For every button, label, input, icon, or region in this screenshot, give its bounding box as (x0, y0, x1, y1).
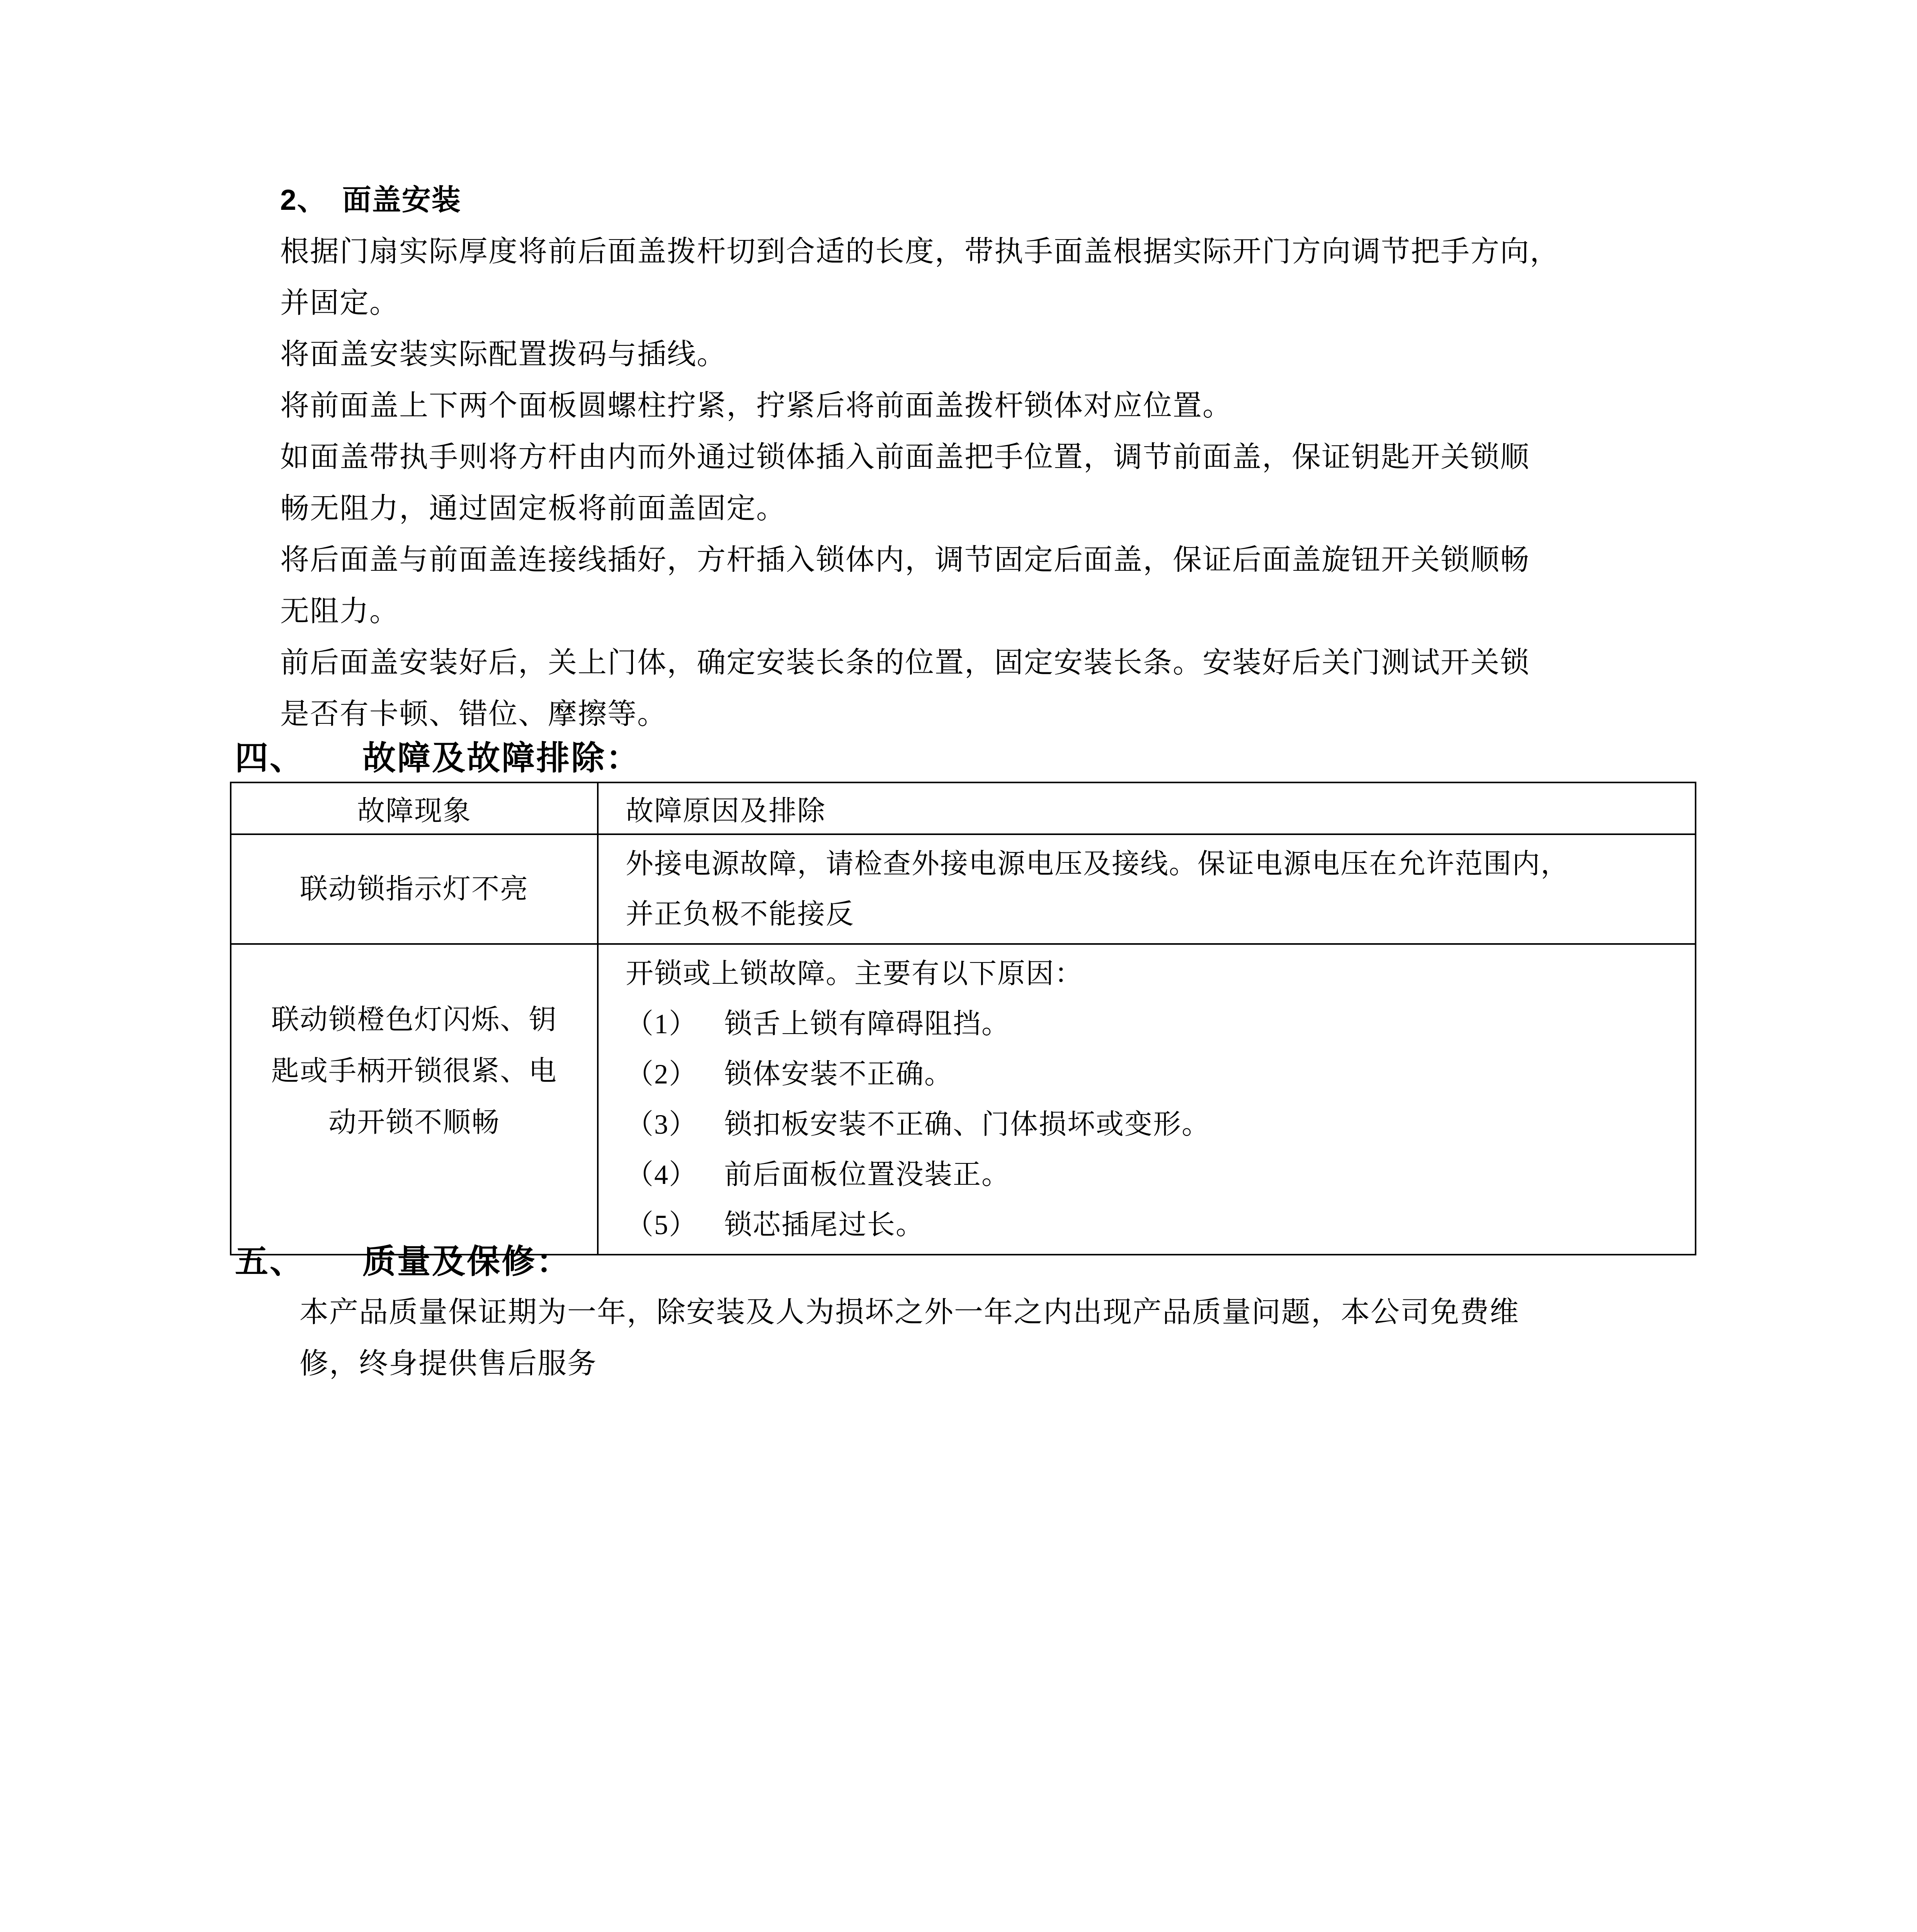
cause-line: 外接电源故障，请检查外接电源电压及接线。保证电源电压在允许范围内， (626, 849, 1570, 879)
table-row (231, 944, 1696, 1255)
install-line: 并固定。 (280, 287, 400, 319)
fault-section-number: 四、 (235, 740, 304, 777)
cause-item-number: （3） (626, 1109, 698, 1140)
symptom-line: 匙或手柄开锁很紧、电 (271, 1056, 557, 1087)
symptom-cell: 联动锁指示灯不亮 (231, 834, 598, 944)
quality-paragraph (299, 1287, 1694, 1389)
quality-section-heading (235, 1235, 571, 1282)
cause-item (626, 1099, 1687, 1150)
cause-item-text: 锁体安装不正确。 (724, 1059, 953, 1090)
cause-cell (598, 944, 1696, 1255)
install-section-text: 面盖安装 (342, 184, 461, 216)
install-line: 无阻力。 (280, 595, 400, 628)
header-symptom: 故障现象 (231, 782, 598, 834)
quality-line: 本产品质量保证期为一年，除安装及人为损坏之外一年之内出现产品质量问题，本公司免费维 (299, 1296, 1520, 1328)
fault-section-heading (235, 731, 641, 779)
symptom-line: 动开锁不顺畅 (328, 1107, 500, 1138)
cause-item (626, 1200, 1687, 1250)
table-row (231, 834, 1696, 944)
cause-item-number: （1） (626, 1009, 698, 1039)
cause-item (626, 999, 1687, 1049)
install-line: 将面盖安装实际配置拨码与插线。 (280, 338, 727, 371)
cause-item-text: 锁舌上锁有障碍阻挡。 (724, 1009, 1010, 1039)
quality-section-title: 质量及保修： (362, 1243, 571, 1280)
cause-item-number: （2） (626, 1059, 698, 1090)
install-line: 将后面盖与前面盖连接线插好，方杆插入锁体内，调节固定后面盖，保证后面盖旋钮开关锁顺畅 (280, 544, 1530, 576)
install-line: 前后面盖安装好后，关上门体，确定安装长条的位置，固定安装长条。安装好后关门测试开关锁 (280, 647, 1530, 679)
cause-item-text: 前后面板位置没装正。 (724, 1159, 1010, 1190)
install-line: 根据门扇实际厚度将前后面盖拨杆切到合适的长度，带执手面盖根据实际开门方向调节把手方向， (280, 236, 1560, 268)
cause-item-number: （4） (626, 1159, 698, 1190)
install-line: 畅无阻力，通过固定板将前面盖固定。 (280, 493, 786, 525)
cause-item-number: （5） (626, 1209, 698, 1240)
header-cause: 故障原因及排除 (598, 782, 1696, 834)
install-section-title (280, 177, 461, 218)
cause-line: 并正负极不能接反 (626, 899, 855, 930)
install-section-number: 2、 (280, 184, 327, 216)
quality-line: 修，终身提供售后服务 (299, 1348, 597, 1380)
cause-item-text: 锁扣板安装不正确、门体损坏或变形。 (724, 1109, 1211, 1140)
quality-section-number: 五、 (235, 1243, 304, 1280)
symptom-line: 联动锁橙色灯闪烁、钥 (271, 1004, 557, 1035)
fault-section-title: 故障及故障排除： (362, 740, 641, 777)
install-line: 如面盖带执手则将方杆由内而外通过锁体插入前面盖把手位置，调节前面盖，保证钥匙开关锁顺 (280, 441, 1530, 473)
install-line: 是否有卡顿、错位、摩擦等。 (280, 698, 667, 730)
cause-item-text: 锁芯插尾过长。 (724, 1209, 925, 1240)
cause-item (626, 1049, 1687, 1099)
cause-item (626, 1150, 1687, 1200)
install-line: 将前面盖上下两个面板圆螺柱拧紧，拧紧后将前面盖拨杆锁体对应位置。 (280, 390, 1233, 422)
fault-table-header-row (231, 782, 1696, 834)
install-paragraph (280, 226, 1710, 740)
cause-cell (598, 834, 1696, 944)
fault-table (230, 782, 1696, 1255)
symptom-cell (231, 944, 598, 1255)
cause-intro: 开锁或上锁故障。主要有以下原因： (626, 958, 1084, 989)
